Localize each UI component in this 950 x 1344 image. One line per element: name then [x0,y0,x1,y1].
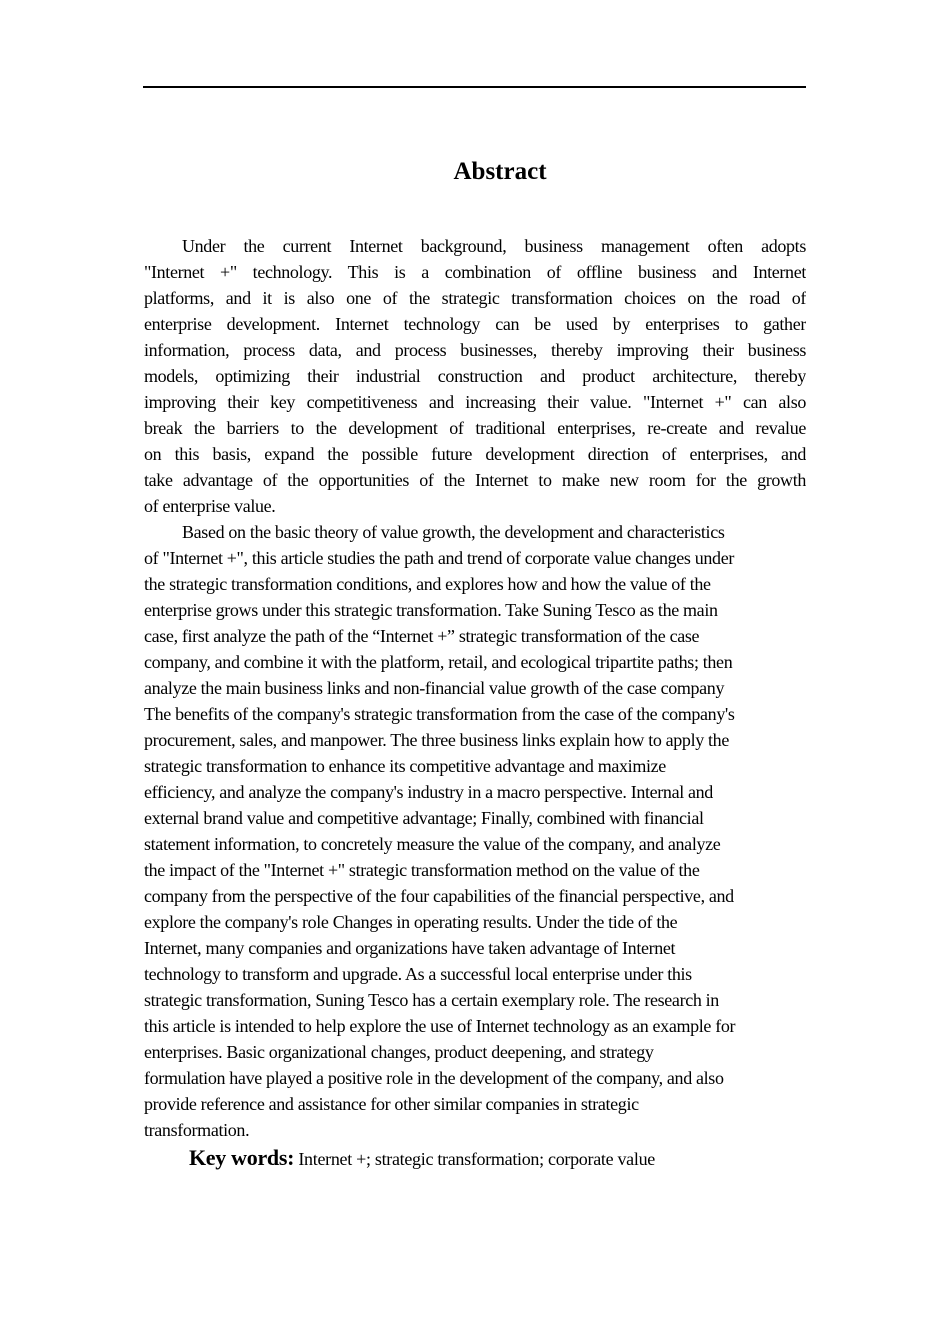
text-line: strategic transformation to enhance its competitive advantage and maximize [144,756,666,776]
text-line: enterprise grows under this strategic transformation. Take Suning Tesco as the main [144,600,718,620]
abstract-paragraph [144,233,806,519]
text-line: information, process data, and process businesses, thereby improving their business [144,340,806,360]
text-line: enterprise development. Internet technology can be used by enterprises to gather [144,314,806,334]
text-line: the impact of the "Internet +" strategic transformation method on the value of the [144,860,700,880]
keywords [144,1143,806,1173]
page-title: Abstract [453,158,547,185]
abstract-body [144,233,806,1173]
text-line: The benefits of the company's strategic transformation from the case of the company's [144,704,735,724]
text-line: strategic transformation, Suning Tesco has a certain exemplary role. The research in [144,990,719,1010]
text-line: company, and combine it with the platform, retail, and ecological tripartite paths; then [144,652,733,672]
keywords-value: Internet +; strategic transformation; corporate value [294,1149,655,1169]
text-line: of enterprise value. [144,496,276,516]
text-line: this article is intended to help explore the use of Internet technology as an example for [144,1016,736,1036]
text-line: formulation have played a positive role in the development of the company, and also [144,1068,724,1088]
text-line: procurement, sales, and manpower. The three business links explain how to apply the [144,730,729,750]
text-line: external brand value and competitive advantage; Finally, combined with financial [144,808,704,828]
text-line: "Internet +" technology. This is a combination of offline business and Internet [144,262,806,282]
header-rule [143,86,806,88]
text-line: company from the perspective of the four capabilities of the financial perspective, and [144,886,734,906]
text-line: improving their key competitiveness and increasing their value. "Internet +" can also [144,392,806,412]
abstract-paragraph [144,519,806,1143]
text-line: the strategic transformation conditions, and explores how and how the value of the [144,574,711,594]
text-line: on this basis, expand the possible future development direction of enterprises, and [144,444,806,464]
text-line: Internet, many companies and organizations have taken advantage of Internet [144,938,676,958]
text-line: case, first analyze the path of the “Internet +” strategic transformation of the case [144,626,700,646]
text-line: models, optimizing their industrial construction and product architecture, thereby [144,366,806,386]
text-line: of "Internet +", this article studies the path and trend of corporate value changes under [144,548,734,568]
text-line: take advantage of the opportunities of the Internet to make new room for the growth [144,470,806,490]
text-line: platforms, and it is also one of the strategic transformation choices on the road of [144,288,806,308]
text-line: technology to transform and upgrade. As a successful local enterprise under this [144,964,692,984]
text-line: explore the company's role Changes in operating results. Under the tide of the [144,912,678,932]
text-line: enterprises. Basic organizational changes, product deepening, and strategy [144,1042,654,1062]
text-line: efficiency, and analyze the company's industry in a macro perspective. Internal and [144,782,713,802]
text-line: transformation. [144,1120,250,1140]
text-line: Based on the basic theory of value growth, the development and characteristics [182,522,725,542]
text-line: break the barriers to the development of traditional enterprises, re-create and revalue [144,418,806,438]
text-line: analyze the main business links and non-financial value growth of the case company [144,678,725,698]
text-line: Under the current Internet background, business management often adopts [182,236,806,256]
text-line: provide reference and assistance for other similar companies in strategic [144,1094,639,1114]
text-line: statement information, to concretely measure the value of the company, and analyze [144,834,721,854]
keywords-label: Key words: [189,1145,295,1170]
